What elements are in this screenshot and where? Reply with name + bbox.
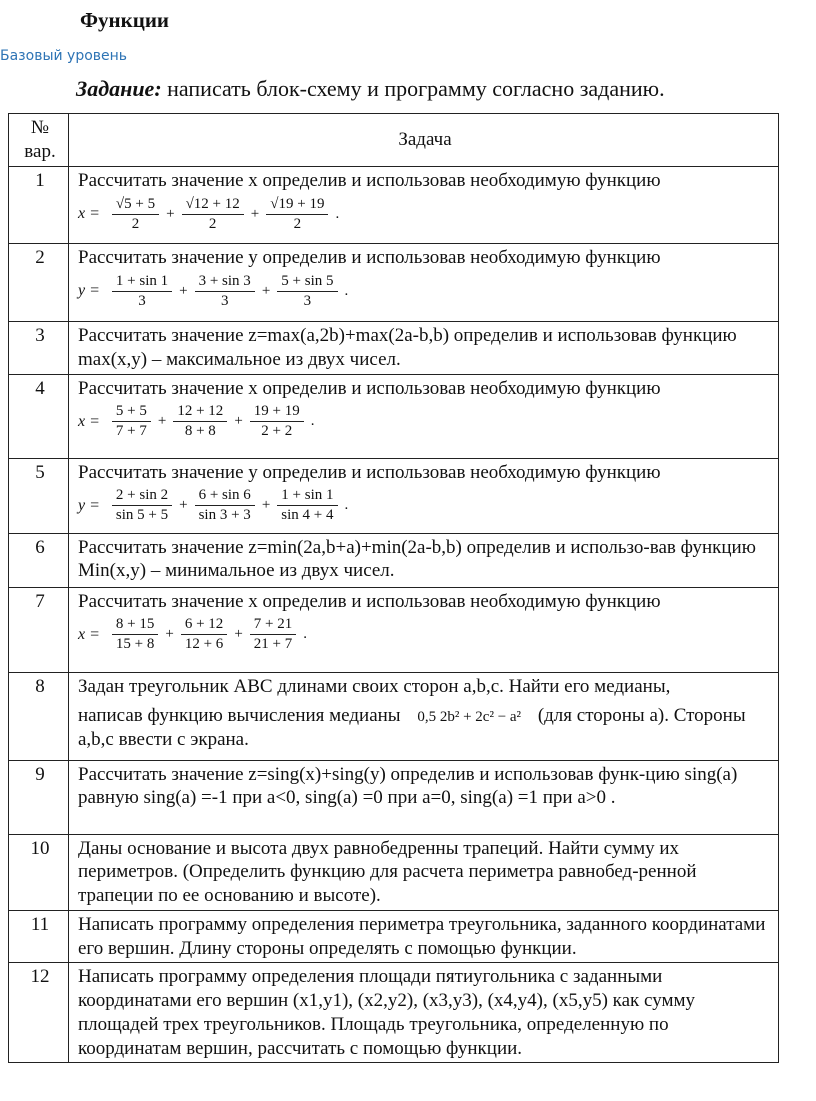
plus-sign: + bbox=[261, 497, 271, 514]
formula bbox=[78, 615, 772, 654]
numerator: 5 + 5 bbox=[112, 402, 151, 422]
table-row bbox=[9, 458, 779, 533]
plus-sign: + bbox=[234, 626, 243, 643]
numerator: 7 + 21 bbox=[250, 615, 296, 635]
variant-number: 7 bbox=[9, 587, 69, 672]
fraction bbox=[173, 402, 227, 441]
variant-number: 9 bbox=[9, 760, 69, 834]
fraction bbox=[182, 195, 244, 234]
numerator: 6 + sin 6 bbox=[195, 486, 255, 506]
fraction bbox=[112, 486, 172, 525]
denominator: 12 + 6 bbox=[184, 636, 224, 652]
numerator: √5 + 5 bbox=[112, 195, 159, 215]
denominator: 2 + 2 bbox=[261, 423, 293, 439]
page-title: Функции bbox=[80, 8, 170, 32]
task-cell bbox=[69, 374, 779, 458]
task-cell bbox=[69, 244, 779, 322]
plus-sign: + bbox=[157, 413, 167, 430]
variant-number: 8 bbox=[9, 672, 69, 760]
variant-number: 3 bbox=[9, 322, 69, 375]
denominator: 3 bbox=[138, 292, 146, 309]
denominator: 7 + 7 bbox=[115, 423, 147, 439]
task-text-line bbox=[78, 704, 772, 752]
header-variant-number: № вар. bbox=[9, 114, 69, 167]
task-text: написать блок-схему и программу согласно заданию. bbox=[161, 76, 665, 101]
numerator: 5 + sin 5 bbox=[277, 272, 337, 292]
plus-sign: + bbox=[165, 626, 174, 643]
numerator: 2 + sin 2 bbox=[112, 486, 172, 506]
plus-sign: + bbox=[234, 413, 243, 430]
denominator: 2 bbox=[293, 215, 302, 232]
denominator: 8 + 8 bbox=[184, 423, 216, 439]
numerator: 6 + 12 bbox=[181, 615, 227, 635]
table-header-row bbox=[9, 114, 779, 167]
fraction bbox=[112, 402, 151, 441]
task-label: Задание: bbox=[76, 76, 162, 101]
table-row bbox=[9, 672, 779, 760]
plus-sign: + bbox=[179, 497, 188, 514]
formula-lhs: x = bbox=[78, 412, 100, 430]
table-row bbox=[9, 322, 779, 375]
period: . bbox=[344, 497, 349, 514]
fraction bbox=[112, 615, 158, 654]
task-text: Рассчитать значение y определив и использовав необходимую функцию bbox=[78, 247, 661, 268]
period: . bbox=[310, 413, 315, 430]
variant-number: 2 bbox=[9, 244, 69, 322]
task-text: Написать программу определения площади пятиугольника с заданными координатами его вершин (x1,y1), (x2,y2), (x3,y3), (x4,y4), (x5,y5) как сумму площадей трех треугольников. Площадь треугольника, определенную по координатам вершин, рассчитать с помощью функции. bbox=[69, 963, 779, 1063]
task-text: Даны основание и высота двух равнобедренны трапеций. Найти сумму их периметров. (Определить функцию для расчета периметра равнобед-ренной трапеции по ее основанию и высоте). bbox=[69, 834, 779, 910]
task-statement bbox=[76, 76, 665, 102]
numerator: 1 + sin 1 bbox=[112, 272, 172, 292]
task-cell bbox=[69, 672, 779, 760]
denominator: 3 bbox=[303, 292, 312, 309]
variant-number: 11 bbox=[9, 910, 69, 963]
fraction bbox=[266, 195, 328, 234]
plus-sign: + bbox=[250, 205, 260, 222]
denominator: sin 4 + 4 bbox=[281, 507, 334, 523]
denominator: 2 bbox=[131, 215, 140, 232]
table-row bbox=[9, 963, 779, 1063]
table-row bbox=[9, 760, 779, 834]
task-cell bbox=[69, 458, 779, 533]
numerator: √12 + 12 bbox=[182, 195, 244, 215]
task-text: Рассчитать значение x определив и использовав необходимую функцию bbox=[78, 170, 661, 191]
period: . bbox=[344, 282, 349, 299]
task-text: написав функцию вычисления медианы bbox=[78, 705, 401, 727]
formula bbox=[78, 402, 772, 441]
numerator: 8 + 15 bbox=[112, 615, 158, 635]
task-text: (для стороны a). Стороны a,b,c ввести с экрана. bbox=[78, 705, 746, 750]
formula bbox=[78, 272, 772, 311]
table-row bbox=[9, 374, 779, 458]
numerator: 12 + 12 bbox=[173, 402, 227, 422]
fraction bbox=[112, 272, 172, 311]
table-row bbox=[9, 834, 779, 910]
task-text: Задан треугольник ABC длинами своих сторон a,b,c. Найти его медианы, bbox=[78, 675, 671, 697]
table-row bbox=[9, 533, 779, 587]
formula-lhs: x = bbox=[78, 625, 100, 643]
table-row bbox=[9, 244, 779, 322]
variant-number: 6 bbox=[9, 533, 69, 587]
task-cell bbox=[69, 587, 779, 672]
fraction bbox=[277, 272, 337, 311]
fraction bbox=[277, 486, 337, 525]
plus-sign: + bbox=[179, 282, 188, 299]
fraction bbox=[112, 195, 159, 234]
denominator: sin 3 + 3 bbox=[198, 507, 251, 523]
period: . bbox=[335, 205, 340, 222]
fraction bbox=[195, 486, 255, 525]
variant-number: 10 bbox=[9, 834, 69, 910]
plus-sign: + bbox=[166, 205, 175, 222]
variant-number: 5 bbox=[9, 458, 69, 533]
fraction bbox=[181, 615, 227, 654]
task-text: Рассчитать значение z=max(a,2b)+max(2a-b,b) определив и использовав функцию max(x,y) – максимальное из двух чисел. bbox=[69, 322, 779, 375]
denominator: 2 bbox=[208, 215, 217, 232]
task-text: Рассчитать значение y определив и использовав необходимую функцию bbox=[78, 461, 661, 483]
denominator: sin 5 + 5 bbox=[115, 507, 169, 523]
table-row bbox=[9, 587, 779, 672]
task-text: Написать программу определения периметра треугольника, заданного координатами его вершин. Длину стороны определять с помощью функции. bbox=[69, 910, 779, 963]
plus-sign: + bbox=[261, 282, 271, 299]
table-row bbox=[9, 910, 779, 963]
task-text: Рассчитать значение z=sing(x)+sing(y) определив и использовав функ-цию sing(a) равную sing(a) =-1 при a<0, sing(a) =0 при a=0, sing(a) =1 при a>0 . bbox=[69, 760, 779, 834]
variant-number: 12 bbox=[9, 963, 69, 1063]
numerator: 3 + sin 3 bbox=[195, 272, 255, 292]
median-formula: 0,5 2b² + 2c² − a² bbox=[417, 709, 522, 726]
numerator: √19 + 19 bbox=[266, 195, 328, 215]
task-text: Рассчитать значение z=min(2a,b+a)+min(2a-b,b) определив и использо-вав функцию Min(x,y) – минимальное из двух чисел. bbox=[69, 533, 779, 587]
formula-lhs: x = bbox=[78, 205, 100, 222]
fraction bbox=[195, 272, 255, 311]
numerator: 1 + sin 1 bbox=[277, 486, 337, 506]
formula-lhs: y = bbox=[78, 496, 100, 514]
level-subtitle: Базовый уровень bbox=[0, 48, 128, 64]
task-text: Рассчитать значение x определив и использовав необходимую функцию bbox=[78, 590, 661, 612]
denominator: 21 + 7 bbox=[253, 636, 293, 652]
tasks-table bbox=[8, 113, 779, 1063]
table-row bbox=[9, 167, 779, 244]
fraction bbox=[250, 615, 296, 654]
denominator: 15 + 8 bbox=[115, 636, 155, 652]
variant-number: 1 bbox=[9, 167, 69, 244]
task-cell bbox=[69, 167, 779, 244]
task-text: Рассчитать значение x определив и использовав необходимую функцию bbox=[78, 377, 661, 399]
formula bbox=[78, 195, 772, 234]
header-task: Задача bbox=[69, 114, 779, 167]
period: . bbox=[303, 626, 307, 643]
formula-lhs: y = bbox=[78, 282, 100, 299]
variant-number: 4 bbox=[9, 374, 69, 458]
formula bbox=[78, 486, 772, 525]
denominator: 3 bbox=[220, 292, 229, 309]
numerator: 19 + 19 bbox=[250, 402, 304, 422]
fraction bbox=[250, 402, 304, 441]
